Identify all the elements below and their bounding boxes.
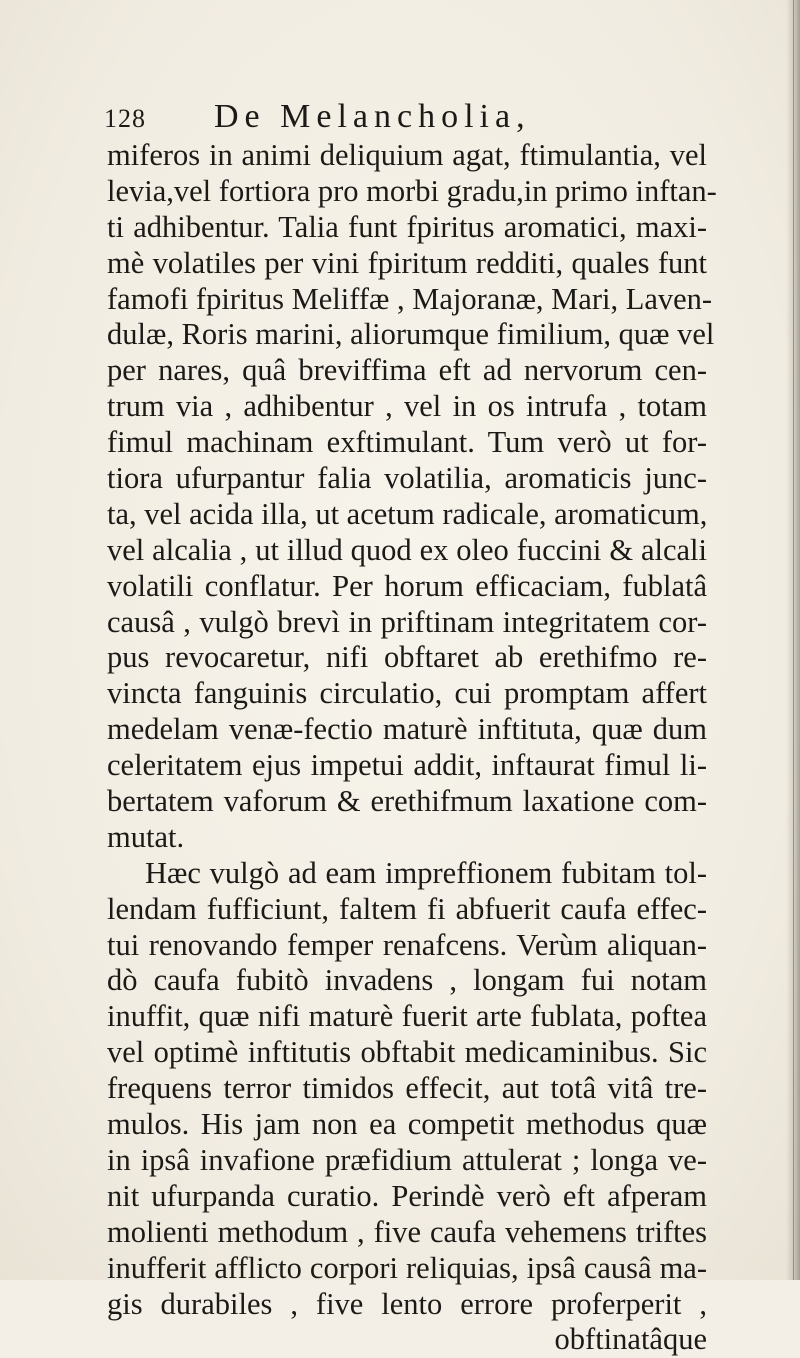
text-line: celeritatem ejus impetui addit, inftaurat fimul li- [107,748,707,783]
text-line: inufferit afflicto corpori reliquias, ipsâ causâ ma- [107,1250,707,1285]
page-number: 128 [104,104,146,133]
text-line: trum via , adhibentur , vel in os intrufa , totam [107,389,707,424]
text-line: famofi fpiritus Meliffæ , Majoranæ, Mari, Laven- [107,281,713,316]
text-line: tui renovando femper renafcens. Verùm aliquan- [107,927,707,962]
text-line: fimul machinam exftimulant. Tum verò ut for- [107,425,707,460]
text-line: in ipsâ invafione præfidium attulerat ; longa ve- [107,1142,707,1177]
text-line: vel alcalia , ut illud quod ex oleo fuccini & alcali [107,532,707,567]
text-line: vel optimè inftitutis obftabit medicaminibus. Sic [107,1035,707,1070]
text-line: dulæ, Roris marini, aliorumque fimilium, quæ vel [107,317,715,352]
text-line: medelam venæ-fectio maturè inftituta, quæ dum [107,712,707,747]
text-line: levia,vel fortiora pro morbi gradu,in primo inftan- [107,173,717,208]
text-line: inuffit, quæ nifi maturè fuerit arte fublata, poftea [107,999,707,1034]
page-edge-line [793,0,794,1280]
text-line: mè volatiles per vini fpiritum redditi, quales funt [107,245,707,280]
text-line: lendam fufficiunt, faltem fi abfuerit caufa effec- [107,891,707,926]
text-line: bertatem vaforum & erethifmum laxatione com- [107,784,707,819]
text-line-paragraph-start: Hæc vulgò ad eam impreffionem fubitam tol- [145,855,707,890]
text-line: mulos. His jam non ea competit methodus quæ [107,1107,707,1142]
text-line: nit ufurpanda curatio. Perindè verò eft afperam [107,1178,707,1213]
catchword: obftinatâque [554,1322,707,1357]
text-line: vincta fanguinis circulatio, cui promptam affert [107,676,707,711]
text-line: frequens terror timidos effecit, aut totâ vitâ tre- [107,1071,707,1106]
text-line: ti adhibentur. Talia funt fpiritus aromatici, maxi- [107,209,707,244]
text-line: dò caufa fubitò invadens , longam fui notam [107,963,707,998]
text-line: gis durabiles , five lento errore proferperit , [107,1286,707,1321]
text-line: volatili conflatur. Per horum efficaciam, fublatâ [107,568,707,603]
text-line: miferos in animi deliquium agat, ftimulantia, vel [107,138,707,172]
text-line: causâ , vulgò brevì in priftinam integritatem cor- [107,604,707,639]
text-line-paragraph-end: mutat. [107,819,185,854]
page-header [104,98,704,138]
text-line: molienti methodum , five caufa vehemens triftes [107,1214,707,1249]
text-line: pus revocaretur, nifi obftaret ab erethifmo re- [107,640,707,675]
body-text [107,138,717,1358]
text-line: ta, vel acida illa, ut acetum radicale, aromaticum, [107,496,708,531]
text-line: tiora ufurpantur falia volatilia, aromaticis junc- [107,461,707,496]
text-line: per nares, quâ breviffima eft ad nervorum cen- [107,353,707,388]
running-title: De Melancholia, [214,98,531,135]
